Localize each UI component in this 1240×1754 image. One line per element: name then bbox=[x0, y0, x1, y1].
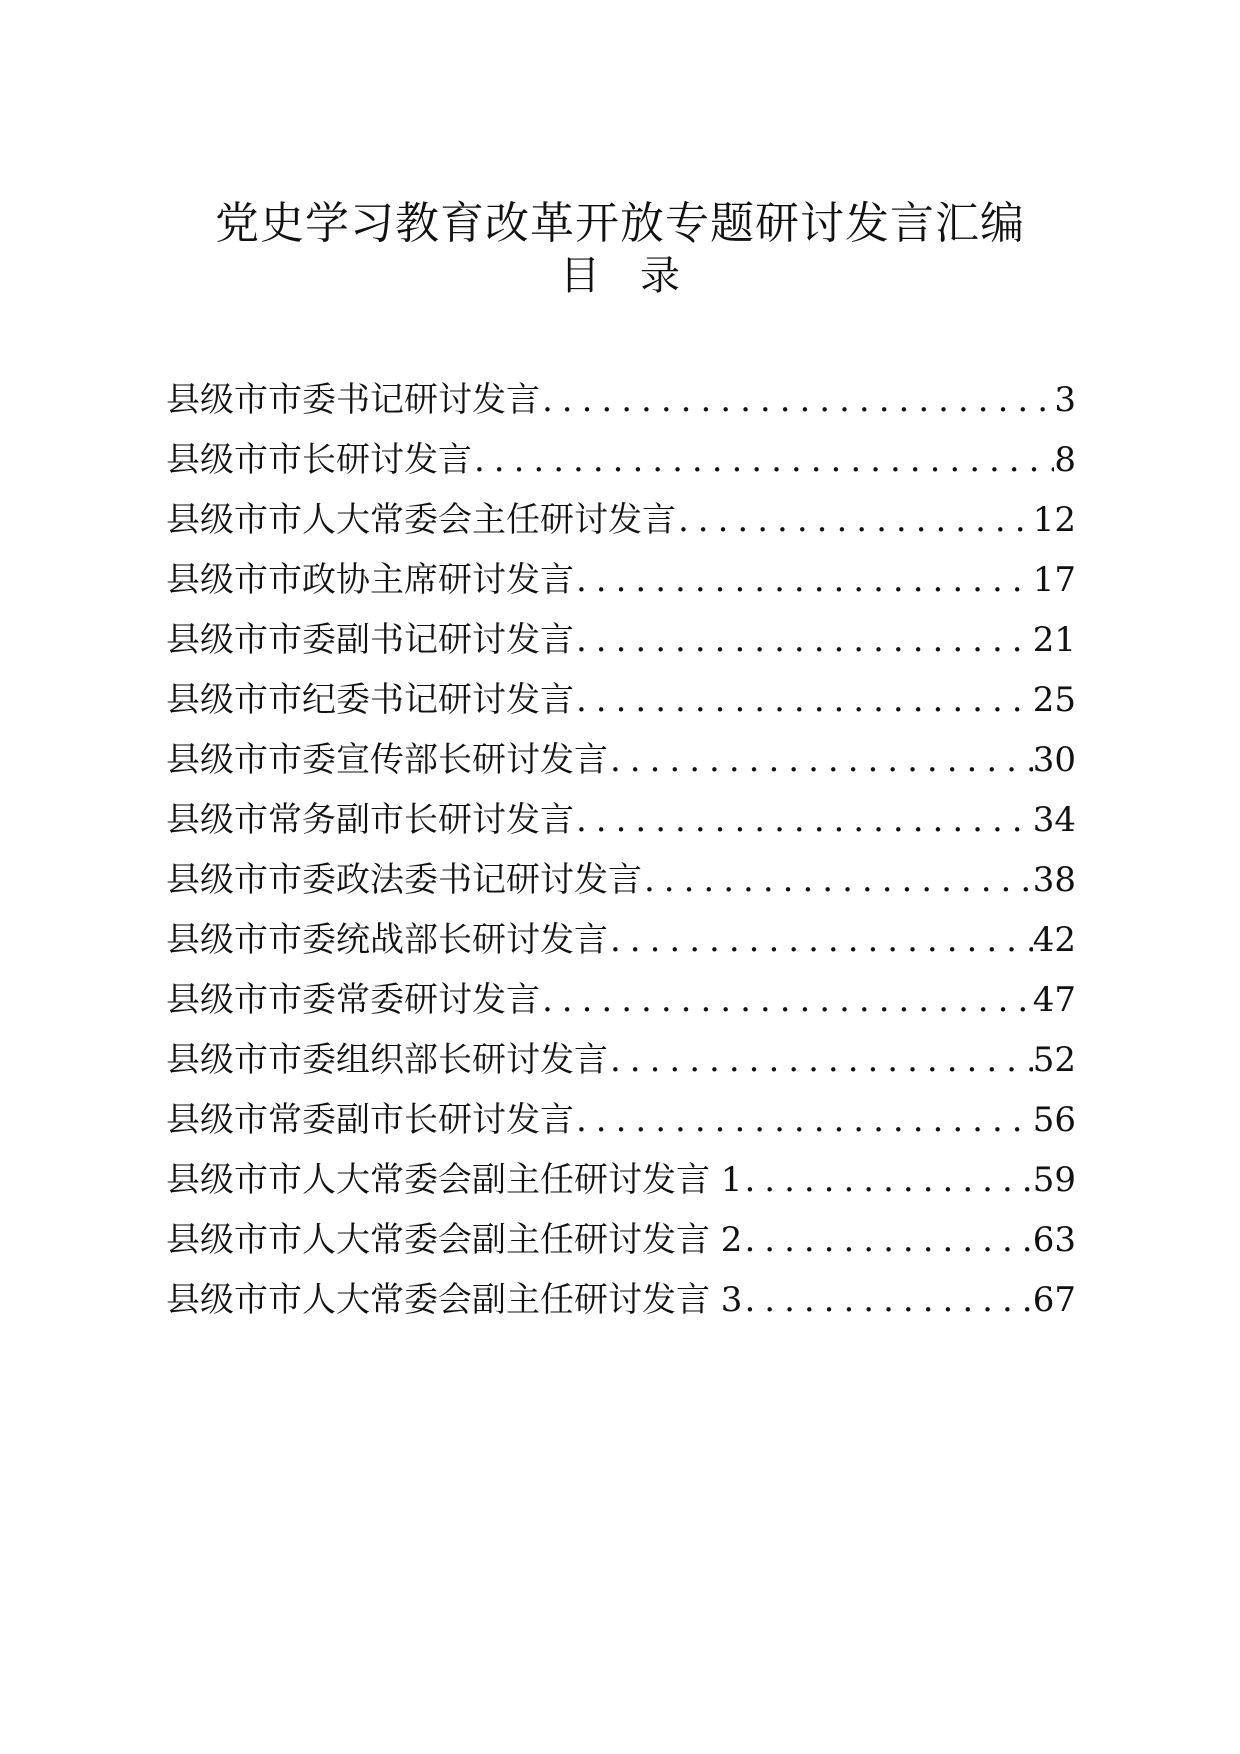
toc-dot-leader bbox=[642, 850, 1033, 910]
toc-dot-leader bbox=[608, 730, 1033, 790]
toc-entry-title: 县级市常委副市长研讨发言 bbox=[166, 1100, 574, 1140]
toc-entry-page-number: 3 bbox=[1054, 380, 1076, 420]
toc-entry-page-number: 21 bbox=[1032, 620, 1076, 660]
toc-entry-page-number: 8 bbox=[1054, 440, 1076, 480]
toc-entry-title: 县级市市委宣传部长研讨发言 bbox=[166, 740, 608, 780]
toc-dot-leader bbox=[540, 370, 1054, 430]
toc-entry[interactable] bbox=[166, 1210, 1076, 1270]
toc-entry-page-number: 63 bbox=[1032, 1220, 1076, 1260]
toc-entry-page-number: 52 bbox=[1032, 1040, 1076, 1080]
toc-entry-title: 县级市市委副书记研讨发言 bbox=[166, 620, 574, 660]
toc-entry[interactable] bbox=[166, 430, 1076, 490]
toc-entry-title: 县级市市委统战部长研讨发言 bbox=[166, 920, 608, 960]
toc-dot-leader bbox=[540, 970, 1033, 1030]
toc-entry-title: 县级市市政协主席研讨发言 bbox=[166, 560, 574, 600]
toc-entry-page-number: 25 bbox=[1032, 680, 1076, 720]
toc-entry-title: 县级市市人大常委会副主任研讨发言 1 bbox=[166, 1160, 743, 1200]
toc-entry-page-number: 47 bbox=[1032, 980, 1076, 1020]
toc-entry[interactable] bbox=[166, 790, 1076, 850]
toc-dot-leader bbox=[574, 610, 1033, 670]
toc-entry[interactable] bbox=[166, 1030, 1076, 1090]
toc-entry[interactable] bbox=[166, 1150, 1076, 1210]
toc-dot-leader bbox=[574, 670, 1033, 730]
toc-dot-leader bbox=[608, 1030, 1033, 1090]
toc-entry-page-number: 34 bbox=[1032, 800, 1076, 840]
toc-entry[interactable] bbox=[166, 970, 1076, 1030]
toc-entry-page-number: 56 bbox=[1032, 1100, 1076, 1140]
toc-entry[interactable] bbox=[166, 730, 1076, 790]
toc-entry-title: 县级市市委组织部长研讨发言 bbox=[166, 1040, 608, 1080]
toc-dot-leader bbox=[574, 790, 1033, 850]
toc-entry-title: 县级市市人大常委会主任研讨发言 bbox=[166, 500, 676, 540]
toc-dot-leader bbox=[676, 490, 1033, 550]
toc-entry-title: 县级市市委书记研讨发言 bbox=[166, 380, 540, 420]
toc-entry[interactable] bbox=[166, 490, 1076, 550]
toc-entry-title: 县级市市长研讨发言 bbox=[166, 440, 472, 480]
toc-dot-leader bbox=[742, 1210, 1032, 1270]
toc-dot-leader bbox=[608, 910, 1033, 970]
toc-entry[interactable] bbox=[166, 850, 1076, 910]
toc-entry[interactable] bbox=[166, 1270, 1076, 1330]
toc-dot-leader bbox=[574, 550, 1033, 610]
toc-entry[interactable] bbox=[166, 370, 1076, 430]
toc-dot-leader bbox=[472, 430, 1054, 490]
toc-dot-leader bbox=[574, 1090, 1033, 1150]
toc-entry-page-number: 38 bbox=[1032, 860, 1076, 900]
toc-entry[interactable] bbox=[166, 550, 1076, 610]
toc-entry-page-number: 17 bbox=[1032, 560, 1076, 600]
toc-entry-page-number: 30 bbox=[1032, 740, 1076, 780]
toc-entry-page-number: 59 bbox=[1032, 1160, 1076, 1200]
toc-entry[interactable] bbox=[166, 670, 1076, 730]
toc-entry-title: 县级市市人大常委会副主任研讨发言 3 bbox=[166, 1280, 743, 1320]
toc-entry-title: 县级市常务副市长研讨发言 bbox=[166, 800, 574, 840]
toc-entry-title: 县级市市纪委书记研讨发言 bbox=[166, 680, 574, 720]
toc-entry[interactable] bbox=[166, 910, 1076, 970]
toc-entry-page-number: 42 bbox=[1032, 920, 1076, 960]
toc-entry-page-number: 67 bbox=[1032, 1280, 1076, 1320]
toc-heading: 目 录 bbox=[560, 253, 680, 299]
toc-entry-title: 县级市市委政法委书记研讨发言 bbox=[166, 860, 642, 900]
document-title: 党史学习教育改革开放专题研讨发言汇编 bbox=[215, 198, 1025, 249]
toc-entry[interactable] bbox=[166, 1090, 1076, 1150]
toc-entry-title: 县级市市人大常委会副主任研讨发言 2 bbox=[166, 1220, 743, 1260]
toc-dot-leader bbox=[742, 1150, 1032, 1210]
table-of-contents bbox=[166, 370, 1076, 1330]
toc-entry[interactable] bbox=[166, 610, 1076, 670]
toc-entry-page-number: 12 bbox=[1032, 500, 1076, 540]
toc-dot-leader bbox=[742, 1270, 1032, 1330]
toc-entry-title: 县级市市委常委研讨发言 bbox=[166, 980, 540, 1020]
